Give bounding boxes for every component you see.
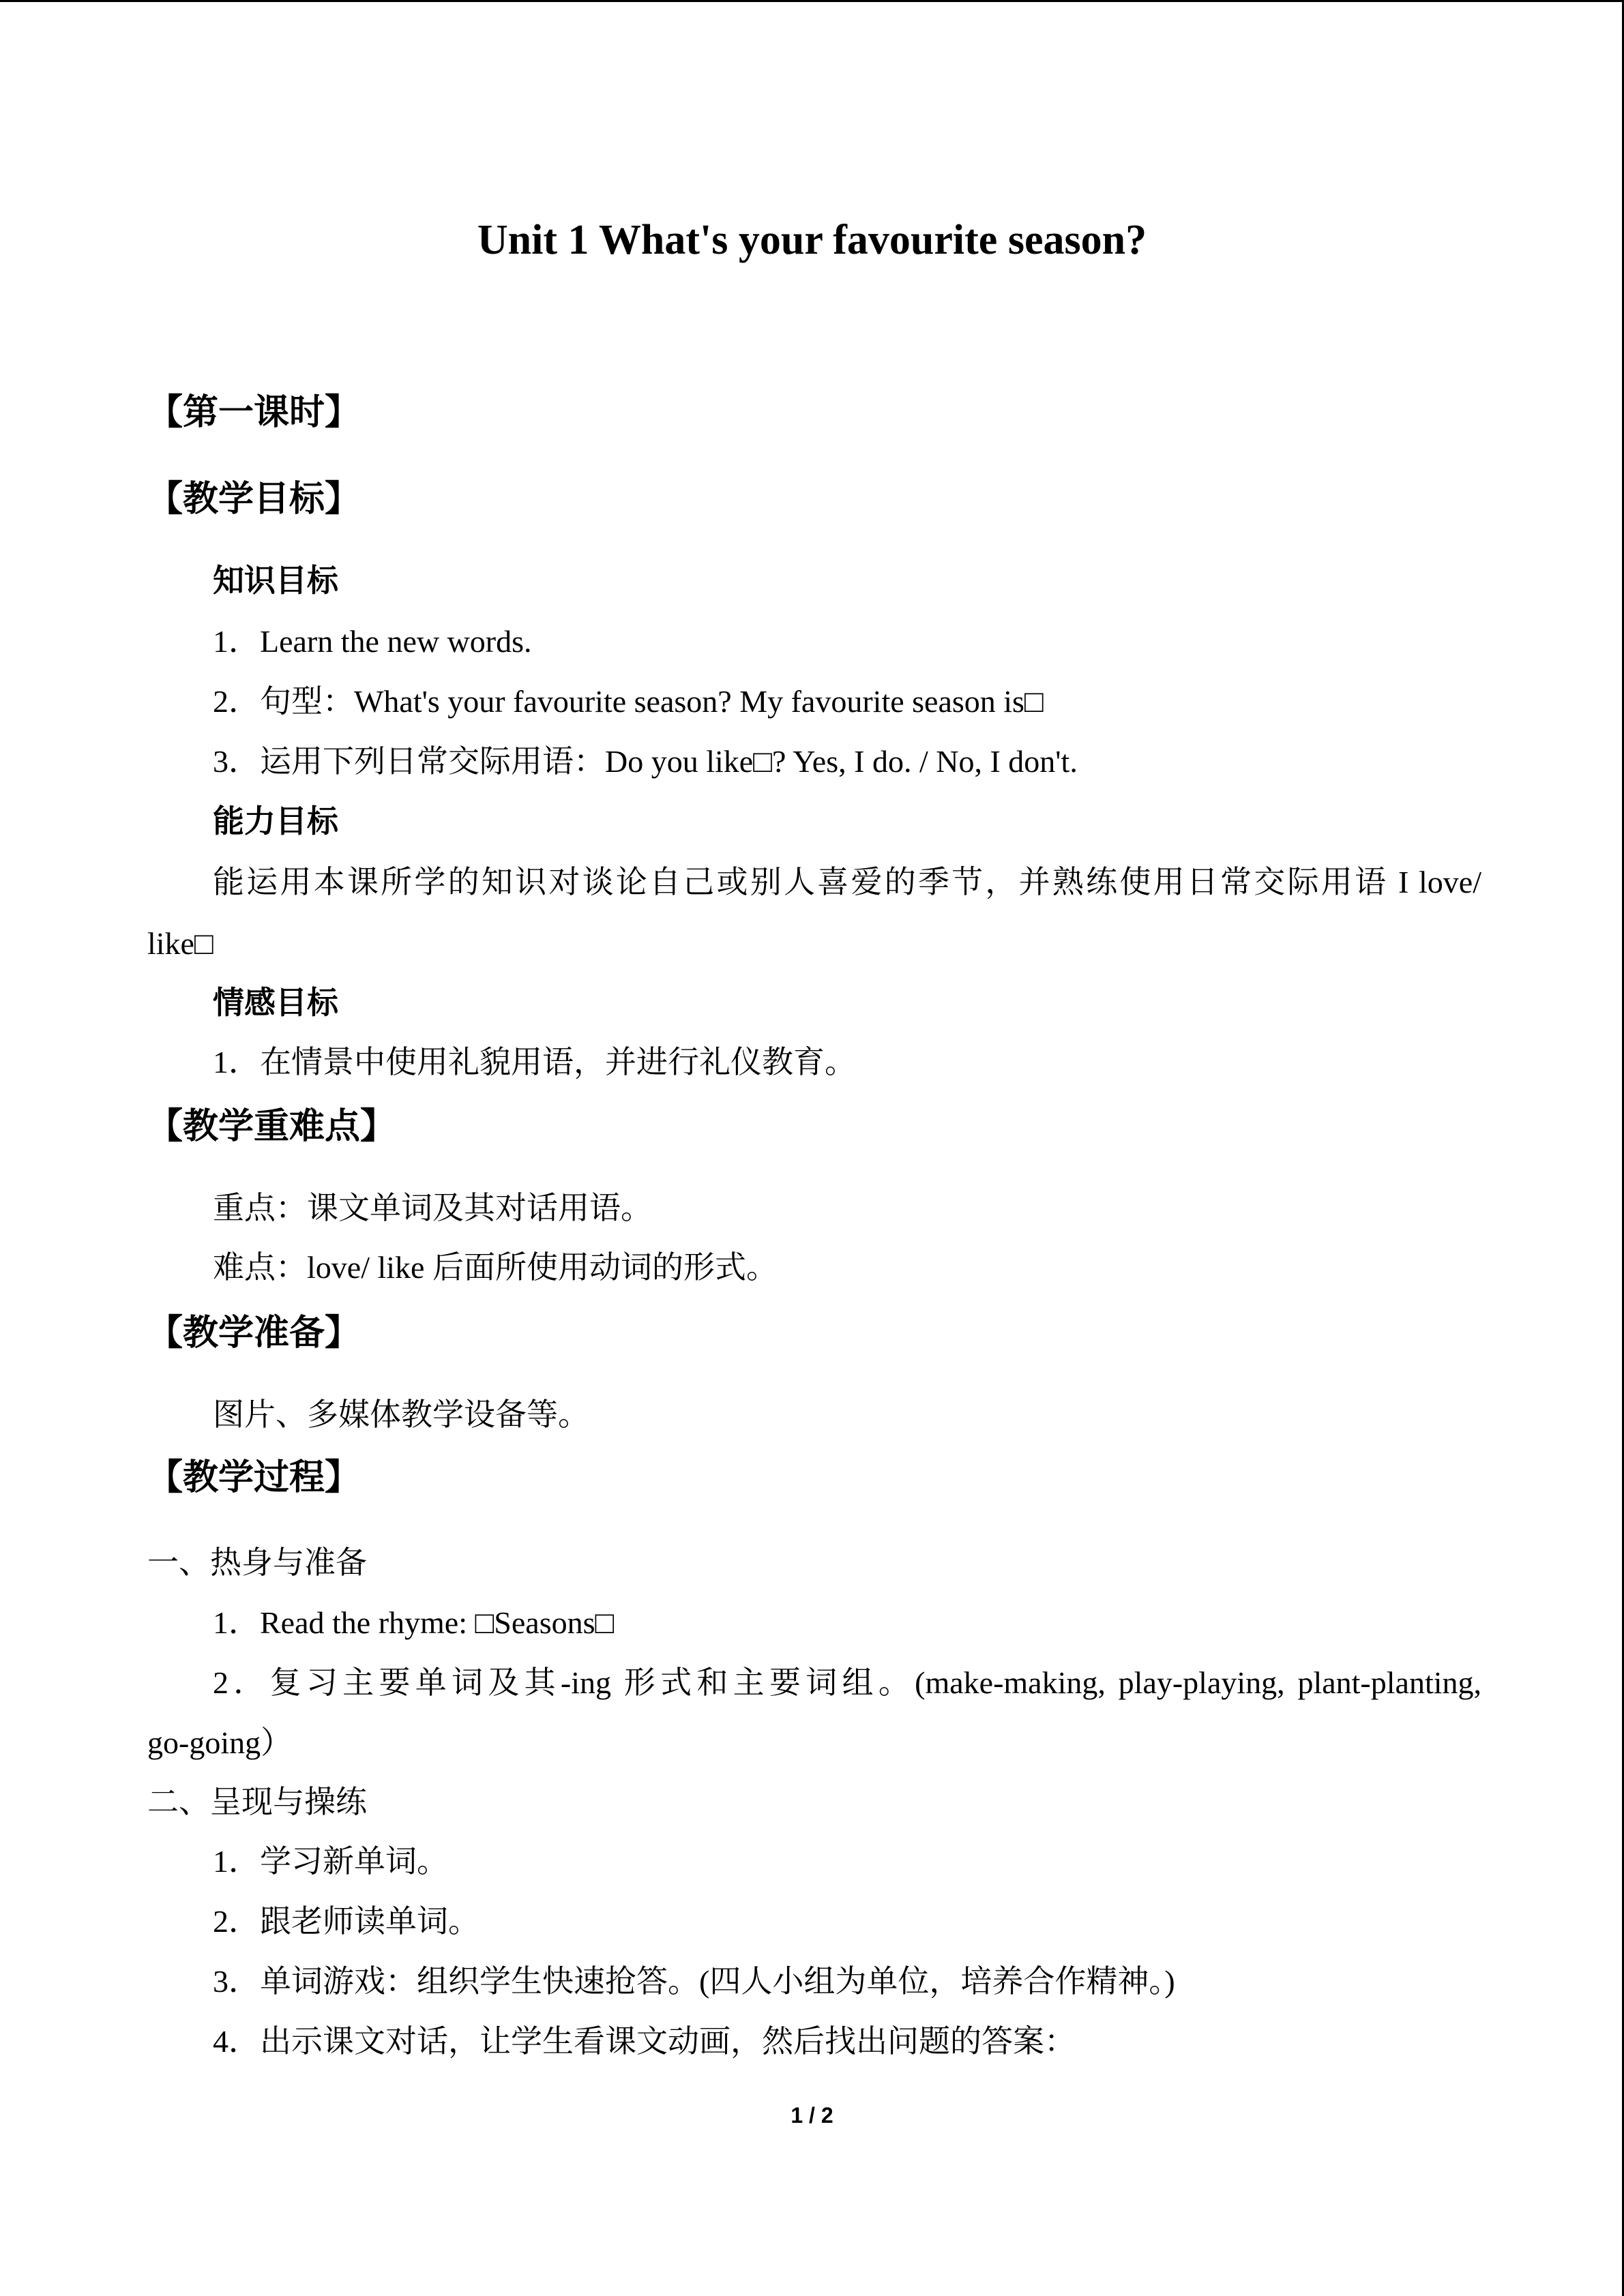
process-item-line2: go-going）	[147, 1725, 293, 1760]
process-item: 1．Read the rhyme: □Seasons□	[213, 1605, 615, 1640]
process-item: 3．单词游戏：组织学生快速抢答。(四人小组为单位，培养合作精神。)	[213, 1964, 1175, 1999]
knowledge-label: 知识目标	[213, 562, 338, 599]
knowledge-item: 2．句型：What's your favourite season? My favourite season is□	[213, 684, 1044, 719]
heading-process: 【教学过程】	[147, 1457, 361, 1498]
ability-text-line1: 能运用本课所学的知识对谈论自己或别人喜爱的季节，并熟练使用日常交际用语 I love/	[213, 865, 1481, 899]
process-section1-title: 一、热身与准备	[147, 1545, 367, 1580]
heading-preparation: 【教学准备】	[147, 1313, 361, 1354]
key-focus: 重点：课文单词及其对话用语。	[213, 1191, 652, 1225]
process-item-line1: 2．复习主要单词及其-ing 形式和主要词组。(make-making, play-playing, plant-planting,	[213, 1665, 1481, 1700]
ability-label: 能力目标	[213, 803, 338, 839]
process-item: 4．出示课文对话，让学生看课文动画，然后找出问题的答案：	[213, 2024, 1076, 2059]
page-number: 1 / 2	[791, 2103, 833, 2128]
emotion-label: 情感目标	[213, 984, 338, 1021]
page-title: Unit 1 What's your favourite season?	[477, 217, 1147, 263]
page-border-top	[0, 0, 1624, 2]
process-item: 1．学习新单词。	[213, 1844, 448, 1879]
knowledge-item: 3．运用下列日常交际用语：Do you like□? Yes, I do. / No, I don't.	[213, 744, 1078, 779]
key-difficulty: 难点：love/ like 后面所使用动词的形式。	[213, 1250, 778, 1285]
emotion-item: 1．在情景中使用礼貌用语，并进行礼仪教育。	[213, 1045, 856, 1079]
heading-lesson: 【第一课时】	[147, 392, 361, 433]
heading-key-points: 【教学重难点】	[147, 1106, 396, 1147]
ability-text-line2: like□	[147, 926, 213, 961]
preparation-text: 图片、多媒体教学设备等。	[213, 1397, 589, 1432]
process-section2-title: 二、呈现与操练	[147, 1785, 367, 1819]
process-item: 2．跟老师读单词。	[213, 1904, 479, 1939]
heading-objectives: 【教学目标】	[147, 479, 361, 520]
knowledge-item: 1．Learn the new words.	[213, 624, 532, 659]
